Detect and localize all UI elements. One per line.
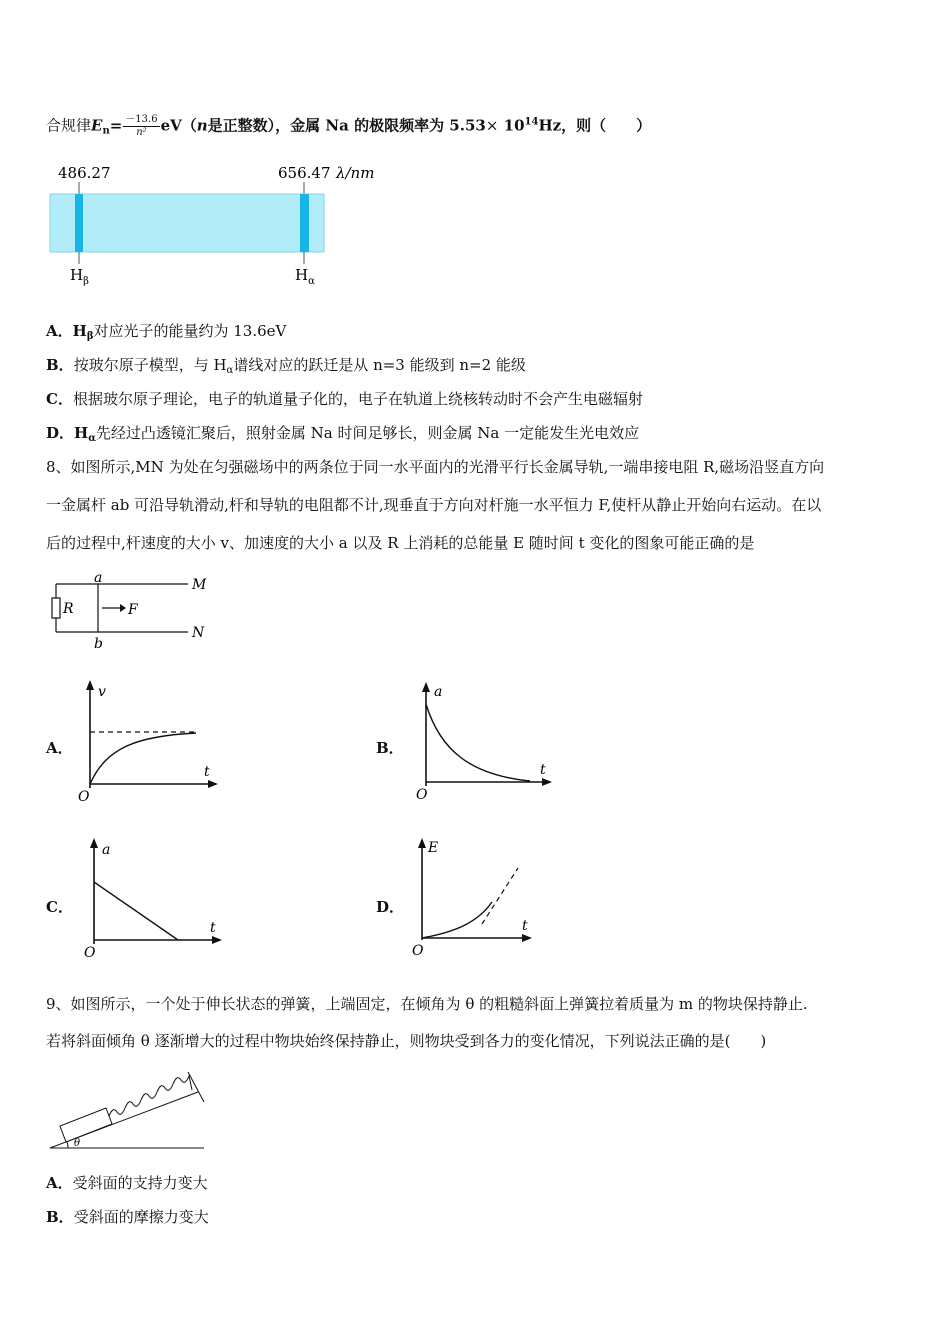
option-letter: A． [46, 322, 73, 340]
graph-d-tangent [482, 868, 518, 924]
h-beta-wavelength-label: 486.27 [58, 164, 111, 182]
graph-b-x-label: t [540, 762, 546, 778]
graph-d-y-label: E [428, 840, 439, 856]
q8-option-b-letter: B． [376, 739, 404, 757]
graph-c-y-label: a [102, 842, 111, 858]
option-b-prefix: 按玻尔原子模型，与 H [73, 356, 227, 374]
h-beta-label: $H_\beta$ [70, 266, 89, 287]
q7-option-a [46, 320, 286, 342]
option-d-prefix: H [74, 424, 89, 442]
force-f-label: F [128, 602, 138, 618]
h-alpha-label: $H_\alpha$ [295, 266, 315, 287]
graph-d-x-label: t [522, 918, 528, 934]
graph-d-curve [422, 902, 492, 938]
q8-stem-line1: 8、如图所示,MN 为处在匀强磁场中的两条位于同一水平面内的光滑平行长金属导轨,一端串接电阻 R,磁场沿竖直方向 [46, 458, 825, 476]
q9-stem-line1: 9、如图所示，一个处于伸长状态的弹簧，上端固定，在倾角为 θ 的粗糙斜面上弹簧拉着质量为 m 的物块保持静止. [46, 995, 808, 1013]
hydrogen-spectrum-diagram [46, 160, 386, 290]
q8-option-c-letter: C． [46, 898, 73, 916]
option-b-subscript: α [226, 365, 234, 376]
graph-b-x-arrow [542, 778, 552, 786]
q7-stem-prefix: 合规律 [46, 116, 92, 135]
graph-a-x-label: t [204, 764, 210, 780]
rod-end-b-label: b [94, 636, 103, 652]
q7-stem-end: Hz，则（ ） [538, 116, 652, 135]
option-a-text: 对应光子的能量约为 13.6eV [93, 322, 287, 340]
h-alpha-wavelength-label: 656.47 [278, 164, 331, 182]
fraction-denominator: n² [136, 127, 147, 138]
graph-c-origin-label: O [84, 945, 96, 961]
q7-option-c [46, 388, 643, 409]
resistor-r-label: R [63, 601, 74, 617]
incline-spring-diagram [46, 1060, 216, 1160]
graph-d-x-arrow [522, 934, 532, 942]
rail-circuit-diagram [46, 570, 226, 650]
q8-stem-line2: 一金属杆 ab 可沿导轨滑动,杆和导轨的电阻都不计,现垂直于方向对杆施一水平恒力 F,使杆从静止开始向右运动。在以 [46, 496, 822, 514]
option-c-text: 根据玻尔原子理论，电子的轨道量子化的，电子在轨道上绕核转动时不会产生电磁辐射 [72, 390, 643, 408]
graph-a-origin-label: O [78, 789, 90, 805]
na-symbol: Na [320, 116, 355, 135]
option-b-text: 受斜面的摩擦力变大 [73, 1208, 209, 1226]
energy-subscript: n [102, 125, 110, 137]
graph-a-x-arrow [208, 780, 218, 788]
wall-at-top [188, 1072, 204, 1102]
option-letter: C． [46, 390, 73, 408]
n-variable: n [196, 116, 208, 135]
q9-option-a [46, 1172, 208, 1193]
wavelength-axis-unit: λ/nm [336, 164, 375, 182]
graph-b-y-label: a [434, 684, 443, 700]
ten-base: 10 [498, 116, 525, 135]
q8-option-a-letter: A． [46, 739, 73, 757]
q8-option-d-letter: D． [376, 898, 405, 916]
energy-symbol: E [91, 116, 103, 135]
q9-stem-line2: 若将斜面倾角 θ 逐渐增大的过程中物块始终保持静止，则物块受到各力的变化情况，下列说法正确的是( ) [46, 1032, 767, 1050]
graph-c-y-arrow [90, 838, 98, 848]
graph-d-energy-time [406, 836, 556, 961]
spectrum-band [50, 194, 324, 252]
fraction-numerator: －13.6 [125, 114, 158, 125]
option-d-subscript: α [88, 433, 96, 444]
q7-stem-mid: 是正整数），金属 [207, 116, 321, 135]
theta-label: θ [74, 1138, 81, 1149]
graph-c-x-label: t [210, 920, 216, 936]
option-letter: D． [46, 424, 75, 442]
option-d-text: 先经过凸透镜汇聚后，照射金属 Na 时间足够长，则金属 Na 一定能发生光电效应 [95, 424, 640, 442]
graph-d-origin-label: O [412, 943, 424, 959]
h-beta-line [75, 194, 83, 252]
rail-n-label: N [192, 625, 205, 641]
option-a-text: 受斜面的支持力变大 [72, 1174, 208, 1192]
times-sign: × [485, 116, 499, 135]
block-m [60, 1108, 112, 1142]
energy-fraction [123, 114, 159, 139]
q7-stem [46, 114, 651, 139]
exponent: 14 [524, 116, 539, 128]
graph-c-line [94, 882, 178, 940]
angle-arc [67, 1142, 68, 1148]
rod-end-a-label: a [94, 570, 103, 586]
q7-option-d [46, 422, 639, 444]
option-letter: B． [46, 1208, 74, 1226]
graph-b-acceleration-time [410, 680, 560, 805]
graph-a-curve [90, 733, 196, 784]
option-letter: B． [46, 356, 74, 374]
graph-c-x-arrow [212, 936, 222, 944]
graph-b-curve [426, 704, 530, 781]
graph-d-y-arrow [418, 838, 426, 848]
q7-stem-mid2: 的极限频率为 5.53 [354, 116, 486, 135]
ev-unit: eV（ [160, 116, 197, 135]
graph-c-acceleration-time [80, 836, 230, 961]
rail-m-label: M [192, 577, 207, 593]
h-alpha-line [300, 194, 309, 252]
graph-a-velocity-time [76, 678, 226, 803]
graph-b-y-arrow [422, 682, 430, 692]
q8-stem-line3: 后的过程中,杆速度的大小 v、加速度的大小 a 以及 R 上消耗的总能量 E 随时间 t 变化的图象可能正确的是 [46, 534, 755, 552]
option-a-prefix: H [72, 322, 87, 340]
q9-option-b [46, 1206, 209, 1227]
option-a-subscript: β [86, 331, 94, 342]
resistor-r [52, 598, 60, 618]
graph-a-y-arrow [86, 680, 94, 690]
option-letter: A． [46, 1174, 73, 1192]
option-b-text: 谱线对应的跃迁是从 n=3 能级到 n=2 能级 [233, 356, 526, 374]
graph-b-origin-label: O [416, 787, 428, 803]
force-arrow-head [120, 604, 126, 612]
q7-option-b [46, 354, 526, 376]
equals-sign: = [109, 116, 123, 135]
graph-a-y-label: v [98, 684, 106, 700]
